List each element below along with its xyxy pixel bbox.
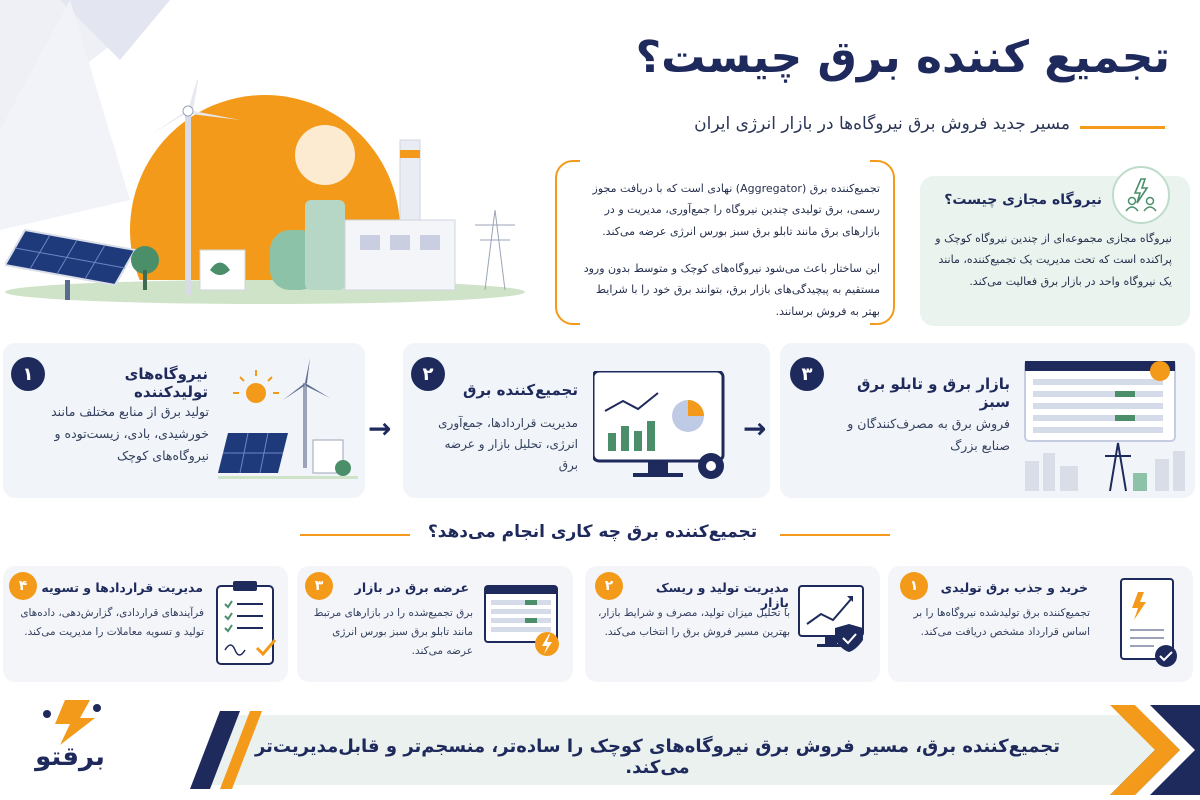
section-divider-left <box>300 534 410 536</box>
tower-icon <box>1110 443 1126 491</box>
brand-logo <box>20 700 130 790</box>
page-title: تجمیع کننده برق چیست؟ <box>635 32 1170 83</box>
subtitle-accent-line <box>1080 126 1165 129</box>
step-number: ۲ <box>411 357 445 391</box>
power-plant-illustration <box>5 80 525 310</box>
task-number: ۲ <box>595 572 623 600</box>
intro-paragraph-1: تجمیع‌کننده برق (Aggregator) نهادی است که با دریافت مجوز رسمی، برق تولیدی چندین نیروگاه را جمع‌آوری، مدیریت و در بازارهای برق مانند تابلو برق سبز بورس انرژی عرضه می‌کند. <box>592 182 880 238</box>
market-board-illustration <box>1015 361 1190 493</box>
section-title: تجمیع‌کننده برق چه کاری انجام می‌دهد؟ <box>427 522 758 542</box>
arrow-right-icon: → <box>368 412 392 445</box>
task-desc: تجمیع‌کننده برق تولیدشده نیروگاه‌ها را بر اساس قرارداد مشخص دریافت می‌کند. <box>913 607 1090 638</box>
task-desc: فرآیندهای قراردادی، گزارش‌دهی، داده‌های تولید و تسویه معاملات را مدیریت می‌کند. <box>20 607 204 638</box>
chart-shield-icon <box>797 584 875 664</box>
section-divider-right <box>780 534 890 536</box>
step-desc: فروش برق به مصرف‌کنندگان و صنایع بزرگ <box>847 416 1010 453</box>
step-title: بازار برق و تابلو برق سبز <box>856 375 1010 411</box>
step-card-market <box>780 343 1195 498</box>
task-number: ۴ <box>9 572 37 600</box>
step-number: ۳ <box>790 357 824 391</box>
task-title: خرید و جذب برق تولیدی <box>940 580 1088 595</box>
step-card-aggregator <box>403 343 770 498</box>
step-title: نیروگاه‌های تولیدکننده <box>124 365 208 401</box>
arrow-right-icon: → <box>743 412 767 445</box>
virtual-plant-title: نیروگاه مجازی چیست؟ <box>944 192 1102 208</box>
task-number: ۱ <box>900 572 928 600</box>
task-desc: با تحلیل میزان تولید، مصرف و شرایط بازار، بهترین مسیر فروش برق را انتخاب می‌کند. <box>597 607 790 638</box>
task-title: عرضه برق در بازار <box>354 580 469 595</box>
intro-paragraph-2: این ساختار باعث می‌شود نیروگاه‌های کوچک و متوسط بدون ورود مستقیم به پیچیدگی‌های بازار برق، بتوانند برق خود را با شرایط بهتر به فروش برسانند. <box>583 262 880 318</box>
task-title: مدیریت تولید و ریسک بازار <box>655 580 789 610</box>
step-card-producers <box>3 343 365 498</box>
clipboard-contract-icon <box>213 578 283 670</box>
logo-bolt-icon <box>35 700 115 745</box>
page-subtitle: مسیر جدید فروش برق نیروگاه‌ها در بازار انرژی ایران <box>694 114 1070 134</box>
footer-tagline: تجمیع‌کننده برق، مسیر فروش برق نیروگاه‌های کوچک را ساده‌تر، منسجم‌تر و قابل‌مدیریت‌تر می‌کند. <box>254 736 1061 778</box>
task-title: مدیریت قراردادها و تسویه <box>41 580 203 595</box>
analytics-monitor-icon <box>593 371 733 491</box>
virtual-plant-card <box>920 176 1190 326</box>
document-energy-icon <box>1116 574 1186 674</box>
task-card-contracts <box>3 566 288 682</box>
task-desc: برق تجمیع‌شده را در بازارهای مرتبط مانند تابلو برق سبز بورس انرژی عرضه می‌کند. <box>313 607 473 657</box>
people-energy-icon <box>1112 166 1170 224</box>
logo-text: برقتو <box>35 742 105 772</box>
task-number: ۳ <box>305 572 333 600</box>
step-desc: تولید برق از منابع مختلف مانند خورشیدی، بادی، زیست‌توده و نیروگاه‌های کوچک <box>51 404 209 463</box>
step-desc: مدیریت قراردادها، جمع‌آوری انرژی، تحلیل بازار و عرضه برق <box>438 416 578 472</box>
task-card-risk <box>585 566 880 682</box>
task-card-purchase <box>888 566 1193 682</box>
exchange-board-icon <box>483 584 563 664</box>
producers-illustration <box>218 358 358 488</box>
step-title: تجمیع‌کننده برق <box>463 381 578 399</box>
transmission-tower-icon <box>475 210 515 290</box>
task-card-supply <box>297 566 573 682</box>
step-number: ۱ <box>11 357 45 391</box>
tree-icon <box>131 246 159 274</box>
virtual-plant-desc: نیروگاه مجازی مجموعه‌ای از چندین نیروگاه کوچک و پراکنده است که تحت مدیریت یک تجمیع‌کننده، مانند یک نیروگاه واحد در بازار برق فعالیت می‌کند. <box>935 232 1172 288</box>
